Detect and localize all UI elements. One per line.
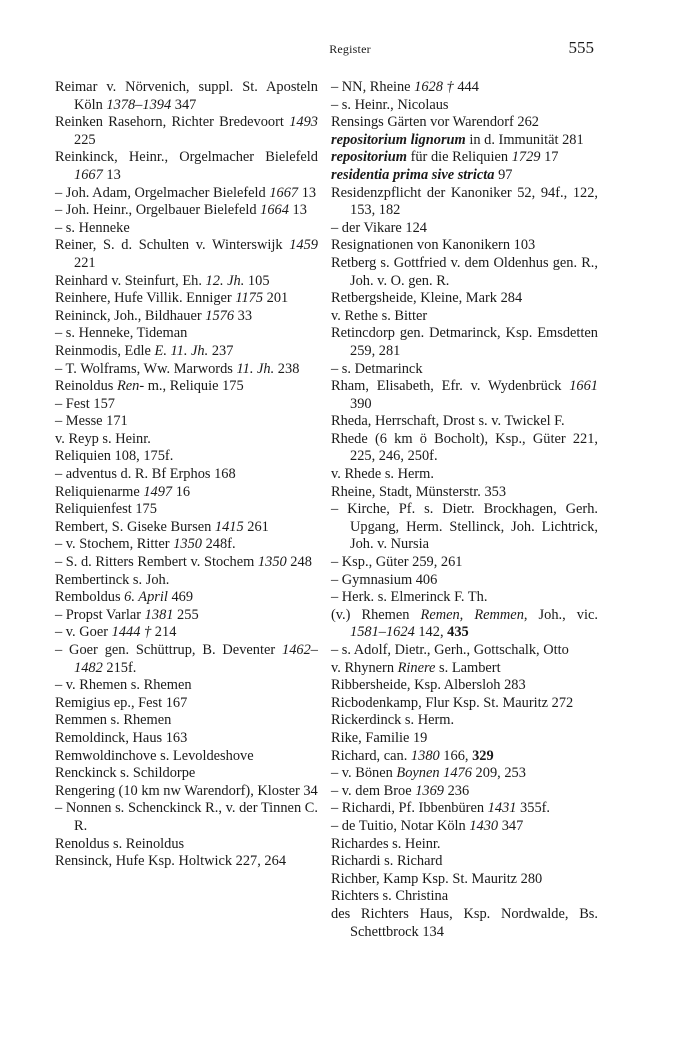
page-number: 555	[568, 38, 594, 57]
index-entry-text: 13	[102, 166, 121, 183]
index-entry-text: Rheda, Herrschaft, Drost s. v. Twickel F.	[331, 413, 565, 430]
index-entry	[331, 836, 598, 854]
index-entry-text: 1667	[269, 184, 299, 201]
index-entry-text: v. Rhede s. Herm.	[331, 466, 434, 483]
index-entry-text: Reimar v. Nörvenich, suppl. St. Aposteln Köln	[55, 79, 318, 113]
index-entry-text: Resignationen von Kanonikern 103	[331, 237, 536, 254]
index-entry-text: 11. Jh.	[236, 360, 275, 377]
index-entry	[55, 572, 318, 590]
index-entry-text: – s. Adolf, Dietr., Gerh., Gottschalk, Otto	[331, 642, 569, 658]
index-entry-text: 221	[74, 254, 96, 271]
index-entry-text: – NN, Rheine	[331, 79, 415, 95]
index-entry	[55, 202, 318, 220]
index-entry	[55, 519, 318, 537]
index-entry-text: 1350	[257, 554, 287, 571]
index-entry	[331, 255, 598, 290]
index-entry-text: 1664	[260, 202, 289, 219]
index-entry-text: (v.) Rhemen	[331, 606, 421, 623]
index-entry	[55, 554, 318, 572]
index-entry-text: repositorium	[331, 149, 407, 166]
index-entry	[55, 589, 318, 607]
index-entry-text: residentia prima sive stricta	[331, 166, 495, 183]
index-entry-text: 1667	[74, 166, 103, 183]
index-entry	[55, 712, 318, 730]
index-entry	[55, 730, 318, 748]
index-entry-text: 255	[173, 606, 199, 623]
index-entry-text: – v. Rhemen s. Rhemen	[55, 677, 192, 694]
index-entry-text: 1493	[289, 114, 318, 131]
index-entry	[331, 642, 598, 660]
index-entry	[331, 361, 598, 379]
running-header-title: Register	[329, 42, 371, 56]
index-entry-text: 97	[494, 166, 513, 183]
index-entry-text: 1378–1394	[106, 96, 172, 113]
index-entry	[55, 396, 318, 414]
index-entry	[331, 97, 598, 115]
index-entry-text: Reinkinck, Heinr., Orgelmacher Bielefeld	[55, 149, 318, 166]
index-entry-text: 16	[172, 483, 191, 500]
index-entry-text: Residenzpflicht der Kanoniker 52, 94f., 122, 153, 182	[331, 184, 598, 219]
index-entry	[331, 378, 598, 413]
index-entry-text: 105	[244, 272, 270, 289]
index-entry	[55, 237, 318, 272]
index-entry	[331, 79, 598, 97]
index-entry-text: 17	[540, 149, 559, 166]
index-entry-text: Rensings Gärten vor Warendorf 262	[331, 114, 539, 131]
index-entry-text: – Richardi, Pf. Ibbenbüren	[331, 800, 488, 817]
index-entry-text: 1459	[289, 237, 318, 254]
index-entry	[331, 712, 598, 730]
index-entry	[55, 607, 318, 625]
index-entry	[55, 220, 318, 238]
index-entry	[331, 220, 598, 238]
index-entry	[55, 79, 318, 114]
index-entry-text: Rickerdinck s. Herm.	[331, 712, 455, 729]
index-entry	[331, 466, 598, 484]
index-entry	[331, 290, 598, 308]
index-entry-text: Remoldinck, Haus 163	[55, 729, 188, 746]
index-entry	[331, 589, 598, 607]
index-entry	[55, 431, 318, 449]
index-entry-text: 1380	[410, 747, 440, 764]
index-entry	[331, 818, 598, 836]
index-entry	[331, 237, 598, 255]
index-entry-text: – Gymnasium 406	[331, 571, 438, 588]
index-entry-text: repositorium lignorum	[331, 131, 466, 148]
index-entry	[331, 748, 598, 766]
index-entry	[55, 642, 318, 677]
index-entry-text: des Richters Haus, Ksp. Nordwalde, Bs. Schettbrock 134	[331, 905, 598, 940]
index-entry-text: – s. Henneke	[55, 219, 130, 236]
index-column-left	[55, 79, 318, 871]
index-entry-text: 355f.	[516, 800, 551, 817]
index-entry-text: Ren-	[116, 378, 145, 395]
index-entry-text: 248f.	[201, 536, 236, 553]
index-entry-text: – Messe 171	[55, 413, 128, 430]
index-entry-text: 215f.	[102, 659, 137, 676]
index-entry-text: Remmen s. Rhemen	[55, 712, 172, 729]
index-entry	[331, 554, 598, 572]
index-entry-text: – Joh. Heinr., Orgelbauer Bielefeld	[55, 202, 261, 219]
index-entry-text: 12. Jh.	[205, 272, 245, 289]
index-entry-text: Retberg s. Gottfried v. dem Oldenhus gen. R., Joh. v. O. gen. R.	[331, 254, 598, 289]
index-entry	[331, 765, 598, 783]
index-entry-text: – v. dem Broe	[331, 782, 416, 799]
index-entry-text: 1497	[143, 483, 173, 500]
index-entry-text: Reliquienfest 175	[55, 501, 157, 518]
index-entry	[331, 800, 598, 818]
index-entry-text: – Kirche, Pf. s. Dietr. Brockhagen, Gerh. Upgang, Herm. Stellinck, Joh. Lichtrick, Joh. v. Nursia	[331, 501, 598, 553]
index-entry	[55, 361, 318, 379]
index-entry-text: 201	[263, 290, 289, 307]
index-entry	[331, 431, 598, 466]
index-entry	[55, 501, 318, 519]
index-entry-text: 1350	[173, 536, 202, 553]
index-entry-text: – Fest 157	[55, 395, 115, 412]
index-entry-text: 390	[350, 395, 372, 412]
index-entry-text: 237	[208, 342, 234, 359]
index-entry-text: Richters s. Christina	[331, 888, 449, 905]
index-entry	[55, 308, 318, 326]
index-entry	[331, 695, 598, 713]
index-entry	[55, 448, 318, 466]
index-entry-text: Ribbersheide, Ksp. Albersloh 283	[331, 677, 526, 694]
index-entry-text: Ricbodenkamp, Flur Ksp. St. Mauritz 272	[331, 694, 574, 711]
index-entry-text: Reinken Rasehorn, Richter Bredevoort	[55, 114, 290, 131]
index-entry-text: 214	[154, 624, 177, 641]
index-entry-text: 435	[447, 624, 469, 641]
index-entry-text: v. Rhynern	[331, 659, 398, 676]
index-entry	[331, 501, 598, 554]
index-entry-text: – T. Wolframs, Ww. Marwords	[55, 360, 237, 377]
index-entry-text: 1628 †	[414, 79, 458, 95]
index-entry	[55, 853, 318, 871]
index-entry-text: – s. Detmarinck	[331, 360, 423, 377]
index-entry-text: Reliquien 108, 175f.	[55, 448, 174, 465]
index-entry-text: – de Tuitio, Notar Köln	[331, 817, 470, 834]
index-entry-text: s. Lambert	[435, 659, 501, 676]
index-entry-text: Remboldus	[55, 589, 125, 606]
index-entry	[55, 325, 318, 343]
index-entry-text: Rike, Familie 19	[331, 729, 428, 746]
index-entry	[331, 783, 598, 801]
index-entry-text: 1430	[469, 817, 499, 834]
index-entry-text: , Joh., vic.	[523, 606, 598, 623]
index-entry-text: 13	[288, 202, 307, 219]
index-entry	[331, 413, 598, 431]
index-entry	[55, 748, 318, 766]
index-entry	[331, 572, 598, 590]
index-entry	[331, 325, 598, 360]
index-entry-text: – Goer gen. Schüttrup, B. Deventer	[55, 642, 283, 658]
index-entry	[55, 800, 318, 835]
index-entry-text: Retincdorp gen. Detmarinck, Ksp. Emsdetten 259, 281	[331, 325, 598, 359]
index-entry-text: 236	[443, 782, 470, 799]
index-entry-text: 209, 253	[471, 765, 526, 782]
index-entry-text: Rensinck, Hufe Ksp. Holtwick 227, 264	[55, 853, 287, 870]
index-entry-text: Rham, Elisabeth, Efr. v. Wydenbrück	[331, 378, 570, 395]
index-entry-text: 1369	[415, 782, 444, 799]
index-entry	[331, 677, 598, 695]
index-entry-text: Rengering (10 km nw Warendorf), Kloster 34	[55, 782, 318, 799]
index-entry-text: Remwoldinchove s. Levoldeshove	[55, 747, 254, 764]
index-column-right	[331, 79, 598, 941]
index-entry	[55, 114, 318, 149]
index-entry	[55, 677, 318, 695]
index-entry-text: Rembertinck s. Joh.	[55, 571, 170, 588]
index-entry-text: – v. Goer	[55, 624, 112, 641]
index-entry	[331, 888, 598, 906]
index-entry-text: 33	[234, 307, 253, 324]
index-entry-text: Renoldus s. Reinoldus	[55, 835, 185, 852]
index-entry	[55, 413, 318, 431]
index-entry	[55, 783, 318, 801]
index-entry-text: 347	[498, 817, 524, 834]
index-entry-text: 13	[298, 184, 317, 201]
index-entry	[55, 273, 318, 291]
index-entry	[331, 308, 598, 326]
index-entry-text: Rheine, Stadt, Münsterstr. 353	[331, 483, 507, 500]
index-entry-text: für die Reliquien	[406, 149, 512, 166]
index-entry-text: 1576	[205, 307, 235, 324]
index-entry	[55, 836, 318, 854]
index-entry-text: E. 11. Jh.	[154, 342, 209, 359]
index-entry-text: Richardes s. Heinr.	[331, 835, 441, 852]
index-entry	[55, 185, 318, 203]
index-entry-text: 444	[457, 79, 479, 95]
index-entry-text: m., Reliquie 175	[144, 378, 244, 395]
index-entry-text: 248	[286, 554, 312, 571]
index-entry	[331, 149, 598, 167]
index-entry	[331, 871, 598, 889]
index-entry-text: – S. d. Ritters Rembert v. Stochem	[55, 554, 258, 571]
index-entry	[55, 378, 318, 396]
index-entry	[55, 466, 318, 484]
index-entry-text: 1381	[144, 606, 174, 623]
index-entry-text: Retbergsheide, Kleine, Mark 284	[331, 290, 523, 307]
index-entry-text: – v. Stochem, Ritter	[55, 536, 174, 553]
index-entry-text: 225	[74, 131, 96, 148]
index-entry	[331, 853, 598, 871]
index-entry-text: – Herk. s. Elmerinck F. Th.	[331, 589, 488, 606]
index-entry-text: – Nonnen s. Schenckinck R., v. der Tinnen C. R.	[55, 800, 318, 834]
index-entry-text: Reiner, S. d. Schulten v. Winterswijk	[55, 237, 290, 254]
index-entry-text: Boynen 1476	[396, 765, 472, 782]
index-entry	[55, 695, 318, 713]
index-entry-text: Reinhard v. Steinfurt, Eh.	[55, 272, 206, 289]
index-entry-text: 238	[274, 360, 300, 377]
index-entry-text: Richber, Kamp Ksp. St. Mauritz 280	[331, 870, 543, 887]
index-entry-text: 329	[472, 747, 494, 764]
index-entry-text: 6. April	[124, 589, 168, 606]
index-entry-text: 469	[167, 589, 194, 606]
index-entry	[55, 536, 318, 554]
index-entry-text: 1444 †	[111, 624, 155, 641]
index-entry	[331, 167, 598, 185]
index-entry-text: Reinmodis, Edle	[55, 342, 155, 359]
index-entry-text: 1462–1482	[74, 642, 318, 676]
index-entry-text: Rhede (6 km ö Bocholt), Ksp., Güter 221, 225, 246, 250f.	[331, 430, 598, 465]
index-entry-text: – Ksp., Güter 259, 261	[331, 554, 463, 571]
index-entry-text: – der Vikare 124	[331, 219, 427, 236]
index-entry-text: – adventus d. R. Bf Erphos 168	[55, 466, 236, 483]
index-entry-text: – Propst Varlar	[55, 606, 145, 623]
index-entry	[331, 730, 598, 748]
index-entry	[55, 149, 318, 184]
index-entry-text: Remen, Remmen	[420, 606, 524, 623]
index-entry-text: 1581–1624	[350, 624, 415, 641]
index-entry-text: 1175	[235, 290, 264, 307]
index-entry	[331, 114, 598, 132]
index-entry-text: 347	[171, 96, 197, 113]
index-entry-text: – v. Bönen	[331, 765, 397, 782]
index-entry-text: Rinere	[397, 659, 436, 676]
index-entry-text: Reinhere, Hufe Villik. Enniger	[55, 290, 236, 307]
index-entry-text: Reininck, Joh., Bildhauer	[55, 307, 206, 324]
index-entry-text: 261	[243, 518, 269, 535]
index-entry-text: Rembert, S. Giseke Bursen	[55, 518, 215, 535]
index-entry-text: Renckinck s. Schildorpe	[55, 765, 196, 782]
index-entry-text: 1415	[214, 518, 244, 535]
index-entry	[331, 906, 598, 941]
index-entry	[331, 132, 598, 150]
index-entry	[55, 484, 318, 502]
index-entry-text: 1431	[487, 800, 517, 817]
index-entry	[55, 290, 318, 308]
index-entry-text: Reliquienarme	[55, 483, 144, 500]
index-entry-text: – Joh. Adam, Orgelmacher Bielefeld	[55, 184, 270, 201]
index-entry-text: v. Reyp s. Heinr.	[55, 430, 151, 447]
index-entry-text: Remigius ep., Fest 167	[55, 694, 188, 711]
index-entry	[331, 607, 598, 642]
index-entry-text: in d. Immunität 281	[465, 131, 584, 148]
index-entry-text: Richard, can.	[331, 747, 411, 764]
index-entry-text: 1661	[569, 378, 598, 395]
index-entry-text: 1729	[511, 149, 541, 166]
index-entry-text: Reinoldus	[55, 378, 117, 395]
index-entry	[331, 484, 598, 502]
index-entry-text: – s. Heinr., Nicolaus	[331, 96, 449, 113]
index-entry	[55, 765, 318, 783]
index-entry-text: 142,	[414, 624, 448, 641]
index-entry-text: – s. Henneke, Tideman	[55, 325, 188, 342]
index-entry-text: Richardi s. Richard	[331, 853, 443, 870]
index-entry	[331, 185, 598, 220]
index-entry-text: v. Rethe s. Bitter	[331, 307, 428, 324]
index-entry	[55, 343, 318, 361]
index-entry-text: 166,	[439, 747, 473, 764]
index-entry	[331, 660, 598, 678]
index-entry	[55, 624, 318, 642]
